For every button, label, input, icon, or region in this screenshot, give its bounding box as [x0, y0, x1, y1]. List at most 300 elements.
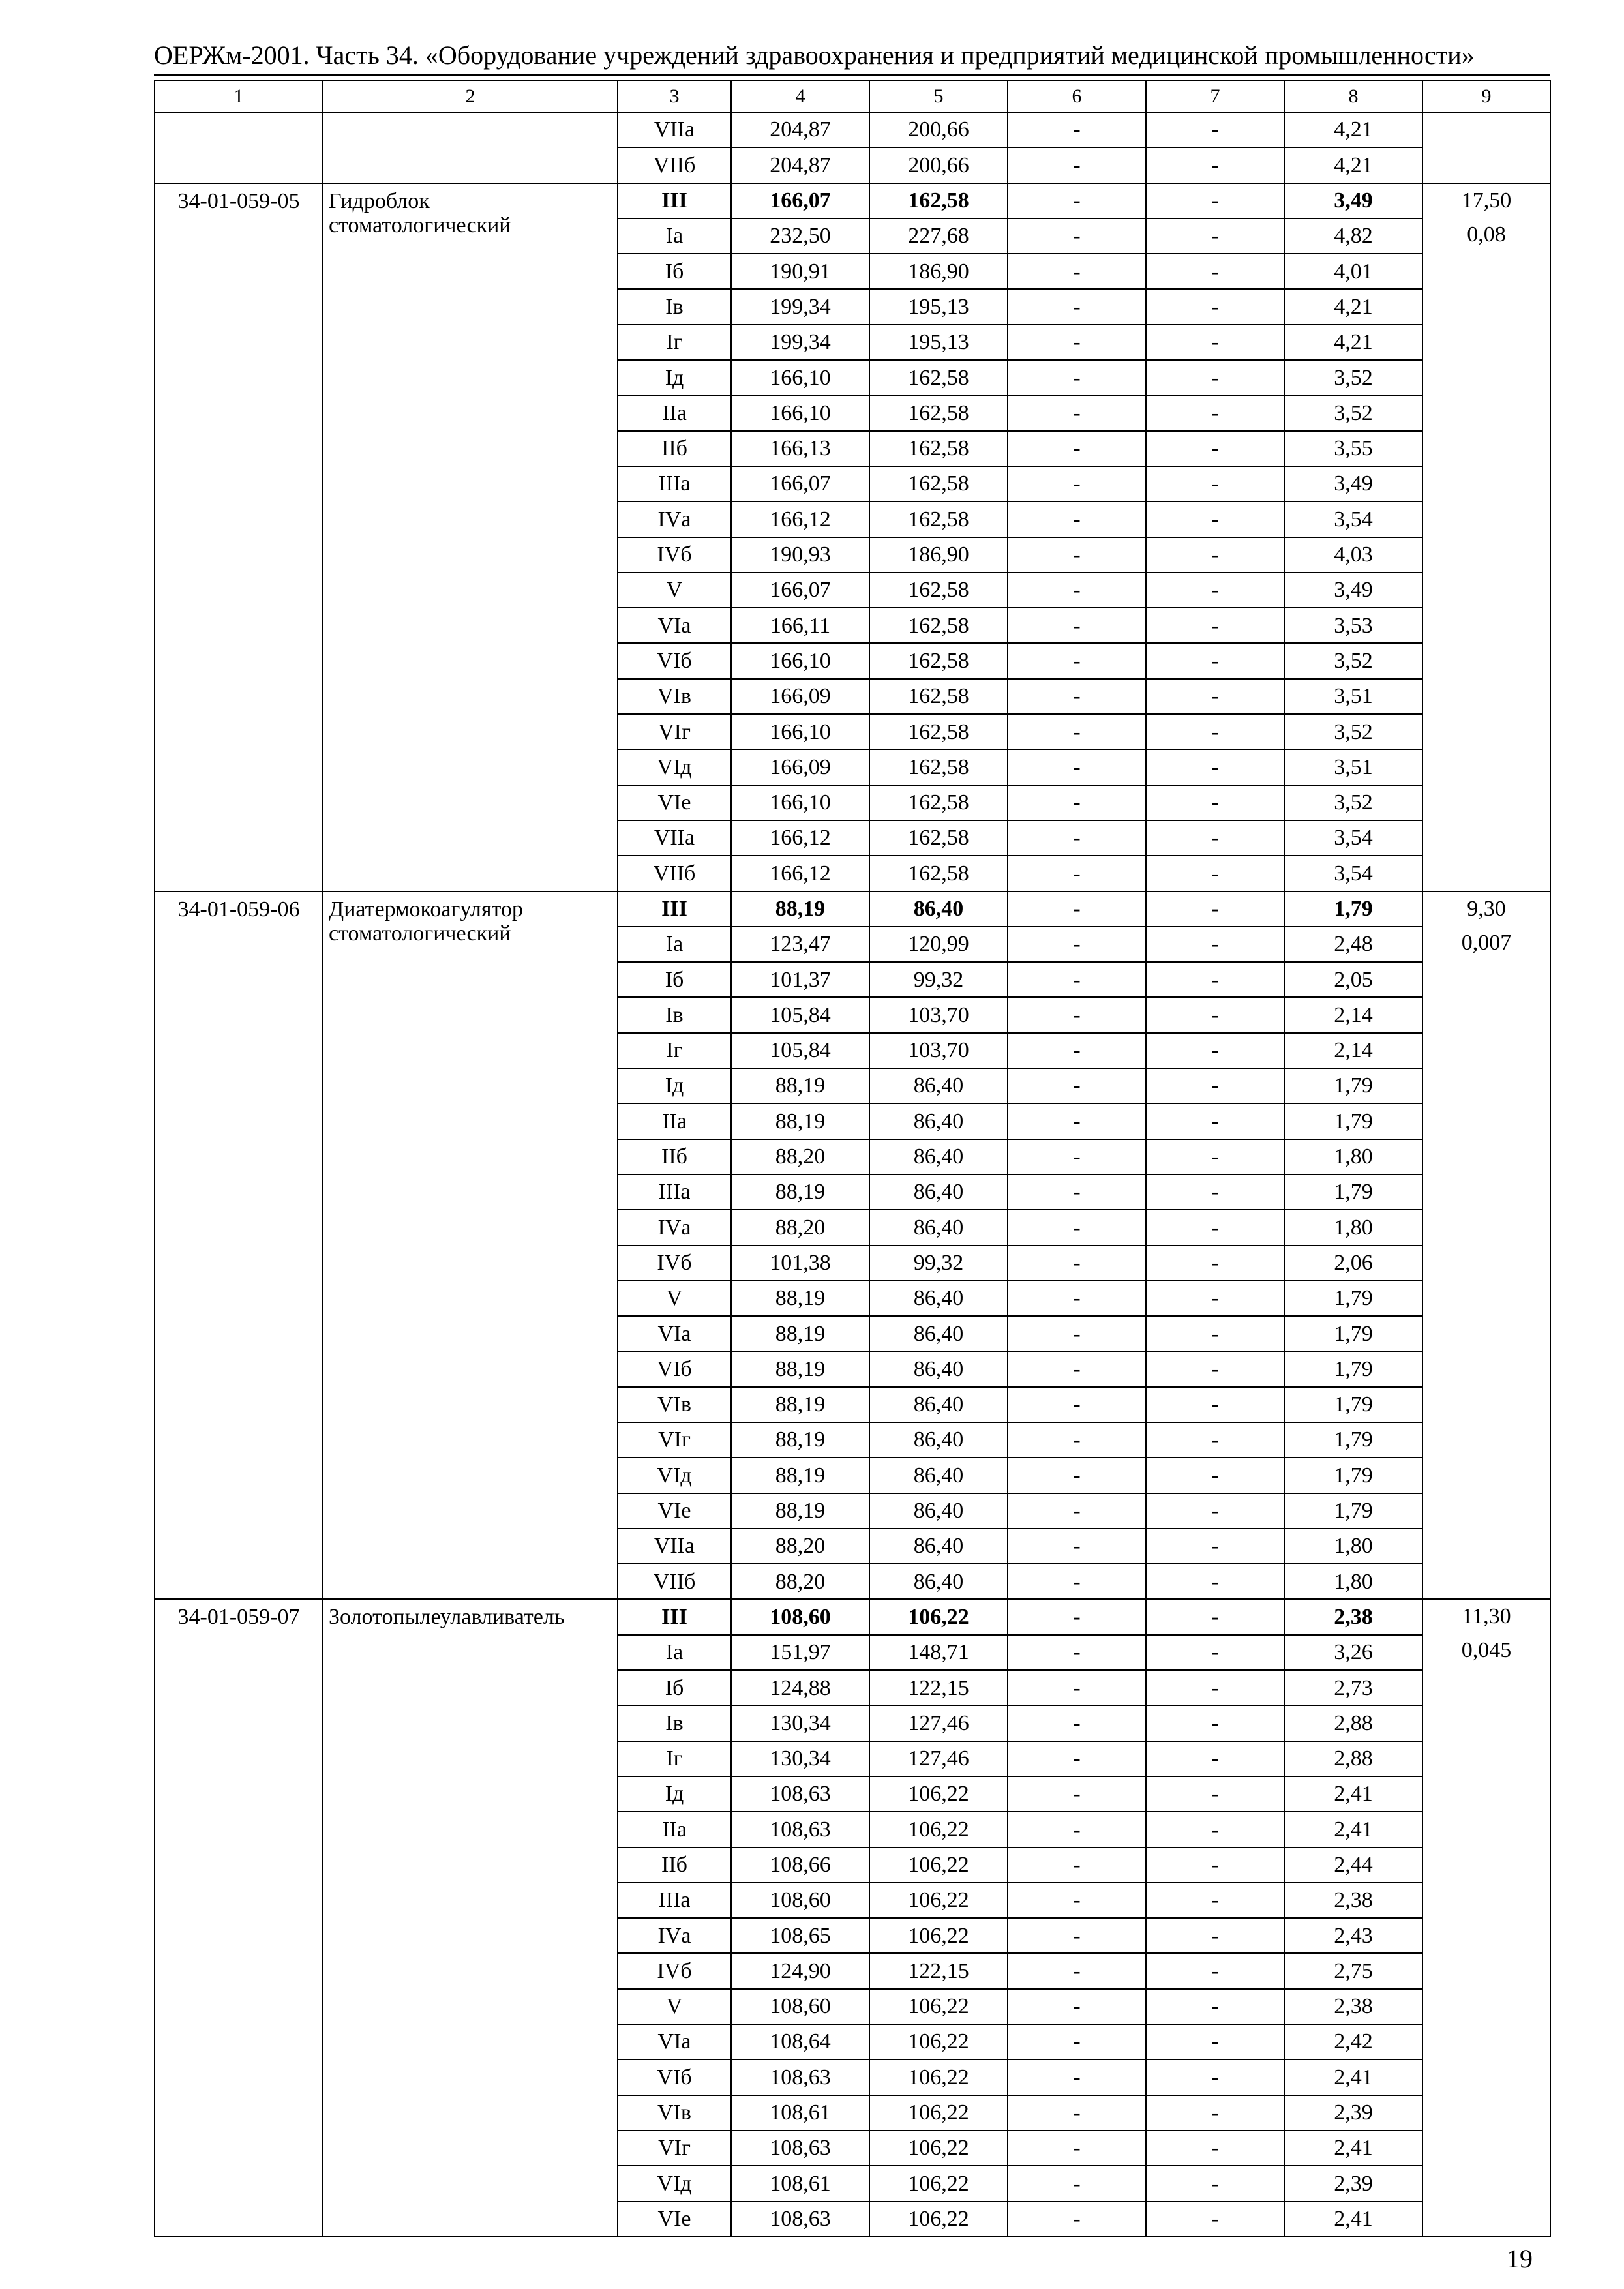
- value-cell: 106,22: [869, 2059, 1008, 2095]
- column-numbers-row: [155, 80, 1550, 112]
- value-cell: 108,63: [731, 1812, 869, 1847]
- item-name: Диатермокоагулятор стоматологический: [323, 891, 618, 1600]
- value-cell: -: [1146, 1953, 1284, 1988]
- value-cell: -: [1008, 1564, 1146, 1599]
- value-cell: 124,88: [731, 1670, 869, 1705]
- value-cell: -: [1008, 679, 1146, 714]
- value-cell: 108,63: [731, 2059, 869, 2095]
- value-cell: 4,21: [1284, 112, 1422, 147]
- value-cell: 1,79: [1284, 1458, 1422, 1493]
- value-cell: -: [1146, 1741, 1284, 1776]
- column-header: 6: [1008, 80, 1146, 112]
- value-cell: -: [1008, 1918, 1146, 1953]
- value-cell: -: [1008, 1848, 1146, 1883]
- value-cell: 162,58: [869, 183, 1008, 218]
- value-cell: -: [1146, 608, 1284, 643]
- value-cell: 86,40: [869, 1139, 1008, 1174]
- value-cell: -: [1008, 608, 1146, 643]
- zone-cell: IIа: [618, 1812, 731, 1847]
- value-cell: 2,41: [1284, 1776, 1422, 1812]
- value-cell: -: [1146, 785, 1284, 820]
- value-cell: 2,41: [1284, 2059, 1422, 2095]
- value-cell: -: [1008, 1529, 1146, 1564]
- value-cell: -: [1008, 325, 1146, 360]
- zone-cell: VIг: [618, 714, 731, 749]
- value-cell: 88,19: [731, 1422, 869, 1458]
- value-cell: 166,13: [731, 431, 869, 466]
- value-cell: 101,38: [731, 1246, 869, 1281]
- value-cell: 130,34: [731, 1741, 869, 1776]
- zone-cell: III: [618, 183, 731, 218]
- value-cell: -: [1146, 1068, 1284, 1103]
- value-cell: -: [1008, 1422, 1146, 1458]
- value-cell: -: [1146, 1174, 1284, 1210]
- value-cell: 199,34: [731, 289, 869, 324]
- value-cell: 1,79: [1284, 1103, 1422, 1139]
- value-cell: -: [1008, 997, 1146, 1032]
- value-cell: -: [1008, 1493, 1146, 1529]
- value-cell: 2,39: [1284, 2166, 1422, 2201]
- value-cell: 2,43: [1284, 1918, 1422, 1953]
- value-cell: 190,93: [731, 537, 869, 573]
- zone-cell: IVа: [618, 1210, 731, 1245]
- value-cell: 3,54: [1284, 501, 1422, 537]
- column-header: 8: [1284, 80, 1422, 112]
- value-cell: 1,80: [1284, 1139, 1422, 1174]
- zone-cell: III: [618, 1599, 731, 1634]
- value-cell: 166,09: [731, 679, 869, 714]
- zone-cell: IIIа: [618, 1174, 731, 1210]
- zone-cell: IVб: [618, 537, 731, 573]
- value-cell: 86,40: [869, 1351, 1008, 1386]
- zone-cell: VIд: [618, 2166, 731, 2201]
- value-cell: 88,19: [731, 1103, 869, 1139]
- value-cell: -: [1146, 1139, 1284, 1174]
- value-cell: 1,79: [1284, 1316, 1422, 1351]
- value-cell: -: [1008, 1705, 1146, 1741]
- value-cell: -: [1146, 112, 1284, 147]
- zone-cell: Iа: [618, 218, 731, 254]
- value-cell: -: [1146, 431, 1284, 466]
- zone-cell: Iб: [618, 254, 731, 289]
- value-cell: 162,58: [869, 431, 1008, 466]
- value-cell: 166,11: [731, 608, 869, 643]
- value-cell: -: [1146, 962, 1284, 997]
- page-header-title: ОЕРЖм-2001. Часть 34. «Оборудование учреждений здравоохранения и предприятий медицинской промышленности»: [154, 40, 1475, 70]
- zone-cell: VIд: [618, 749, 731, 785]
- value-cell: 86,40: [869, 1493, 1008, 1529]
- value-cell: -: [1008, 147, 1146, 183]
- column-header: 4: [731, 80, 869, 112]
- column-header: 7: [1146, 80, 1284, 112]
- value-cell: -: [1008, 112, 1146, 147]
- value-cell: 162,58: [869, 856, 1008, 891]
- value-cell: 2,41: [1284, 1812, 1422, 1847]
- value-cell: -: [1146, 1529, 1284, 1564]
- value-cell: -: [1008, 573, 1146, 608]
- zone-cell: IIIа: [618, 1883, 731, 1918]
- value-cell: 166,10: [731, 643, 869, 678]
- value-cell: 1,80: [1284, 1529, 1422, 1564]
- value-cell: -: [1146, 537, 1284, 573]
- value-cell: 99,32: [869, 1246, 1008, 1281]
- value-cell: 99,32: [869, 962, 1008, 997]
- value-cell: 3,52: [1284, 785, 1422, 820]
- zone-cell: Iг: [618, 325, 731, 360]
- value-cell: -: [1008, 891, 1146, 927]
- zone-cell: IVб: [618, 1953, 731, 1988]
- value-cell: -: [1008, 1458, 1146, 1493]
- value-cell: 88,19: [731, 1458, 869, 1493]
- value-cell: 106,22: [869, 2095, 1008, 2131]
- zone-cell: V: [618, 573, 731, 608]
- value-cell: 86,40: [869, 1068, 1008, 1103]
- value-cell: 88,20: [731, 1210, 869, 1245]
- value-cell: 3,55: [1284, 431, 1422, 466]
- value-cell: 108,63: [731, 2131, 869, 2166]
- zone-cell: VIг: [618, 1422, 731, 1458]
- value-cell: 227,68: [869, 218, 1008, 254]
- value-cell: -: [1008, 2095, 1146, 2131]
- header-rule: [154, 74, 1550, 76]
- col9-value: 11,30: [1462, 1604, 1511, 1629]
- value-cell: 106,22: [869, 2166, 1008, 2201]
- value-cell: 88,19: [731, 891, 869, 927]
- value-cell: -: [1008, 289, 1146, 324]
- value-cell: -: [1008, 466, 1146, 501]
- zone-cell: IVа: [618, 501, 731, 537]
- value-cell: 4,01: [1284, 254, 1422, 289]
- value-cell: 162,58: [869, 501, 1008, 537]
- value-cell: 3,54: [1284, 856, 1422, 891]
- item-code: [155, 112, 323, 183]
- zone-cell: V: [618, 1281, 731, 1316]
- zone-cell: Iд: [618, 1776, 731, 1812]
- zone-cell: Iв: [618, 1705, 731, 1741]
- value-cell: 1,79: [1284, 1493, 1422, 1529]
- value-cell: -: [1146, 2131, 1284, 2166]
- value-cell: 1,79: [1284, 1351, 1422, 1386]
- value-cell: -: [1008, 254, 1146, 289]
- value-cell: -: [1146, 2166, 1284, 2201]
- zone-cell: VIIа: [618, 820, 731, 856]
- value-cell: 88,19: [731, 1493, 869, 1529]
- value-cell: -: [1146, 1316, 1284, 1351]
- value-cell: -: [1146, 1670, 1284, 1705]
- zone-cell: IIб: [618, 1848, 731, 1883]
- item-name: Гидроблок стоматологический: [323, 183, 618, 891]
- value-cell: -: [1008, 537, 1146, 573]
- value-cell: 88,19: [731, 1281, 869, 1316]
- value-cell: -: [1146, 1033, 1284, 1068]
- value-cell: 166,07: [731, 466, 869, 501]
- value-cell: -: [1146, 254, 1284, 289]
- value-cell: -: [1008, 714, 1146, 749]
- value-cell: -: [1008, 218, 1146, 254]
- value-cell: 166,10: [731, 714, 869, 749]
- value-cell: -: [1146, 1458, 1284, 1493]
- value-cell: 88,20: [731, 1564, 869, 1599]
- zone-cell: Iг: [618, 1741, 731, 1776]
- value-cell: 103,70: [869, 1033, 1008, 1068]
- value-cell: 3,52: [1284, 360, 1422, 395]
- value-cell: 166,09: [731, 749, 869, 785]
- value-cell: 106,22: [869, 2024, 1008, 2059]
- col9-cell: [1422, 112, 1550, 183]
- item-code: 34-01-059-07: [155, 1599, 323, 2236]
- value-cell: 2,73: [1284, 1670, 1422, 1705]
- value-cell: -: [1146, 1918, 1284, 1953]
- col9-value: 9,30: [1467, 896, 1506, 921]
- value-cell: -: [1146, 891, 1284, 927]
- value-cell: -: [1008, 785, 1146, 820]
- value-cell: 108,66: [731, 1848, 869, 1883]
- zone-cell: VIIб: [618, 147, 731, 183]
- value-cell: -: [1146, 643, 1284, 678]
- value-cell: 2,42: [1284, 2024, 1422, 2059]
- value-cell: 86,40: [869, 1564, 1008, 1599]
- value-cell: 2,75: [1284, 1953, 1422, 1988]
- value-cell: -: [1008, 183, 1146, 218]
- value-cell: 105,84: [731, 997, 869, 1032]
- value-cell: 162,58: [869, 749, 1008, 785]
- table-header: [155, 80, 1550, 112]
- item-code: 34-01-059-05: [155, 183, 323, 891]
- zone-cell: Iг: [618, 1033, 731, 1068]
- value-cell: -: [1008, 501, 1146, 537]
- value-cell: -: [1008, 2131, 1146, 2166]
- value-cell: 88,20: [731, 1529, 869, 1564]
- value-cell: 108,63: [731, 1776, 869, 1812]
- value-cell: 3,51: [1284, 679, 1422, 714]
- zone-cell: VIв: [618, 679, 731, 714]
- value-cell: 86,40: [869, 1316, 1008, 1351]
- value-cell: -: [1008, 1281, 1146, 1316]
- value-cell: -: [1146, 466, 1284, 501]
- zone-cell: IVа: [618, 1918, 731, 1953]
- zone-cell: VIд: [618, 1458, 731, 1493]
- zone-cell: VIа: [618, 2024, 731, 2059]
- value-cell: 130,34: [731, 1705, 869, 1741]
- value-cell: 106,22: [869, 1848, 1008, 1883]
- col9-cell: [1422, 891, 1550, 1600]
- value-cell: 186,90: [869, 254, 1008, 289]
- value-cell: -: [1146, 1422, 1284, 1458]
- value-cell: 86,40: [869, 1103, 1008, 1139]
- zone-cell: VIб: [618, 1351, 731, 1386]
- value-cell: 108,61: [731, 2095, 869, 2131]
- col9-value: 0,045: [1461, 1638, 1512, 1663]
- zone-cell: VIб: [618, 643, 731, 678]
- value-cell: 106,22: [869, 1599, 1008, 1634]
- value-cell: 3,52: [1284, 714, 1422, 749]
- value-cell: 204,87: [731, 112, 869, 147]
- value-cell: -: [1008, 1670, 1146, 1705]
- value-cell: 162,58: [869, 395, 1008, 430]
- value-cell: 166,07: [731, 573, 869, 608]
- value-cell: 162,58: [869, 820, 1008, 856]
- value-cell: -: [1008, 2024, 1146, 2059]
- value-cell: -: [1008, 1776, 1146, 1812]
- value-cell: -: [1146, 749, 1284, 785]
- value-cell: -: [1008, 856, 1146, 891]
- column-header: 1: [155, 80, 323, 112]
- value-cell: 108,60: [731, 1989, 869, 2024]
- value-cell: 124,90: [731, 1953, 869, 1988]
- zone-cell: VIв: [618, 2095, 731, 2131]
- value-cell: 4,21: [1284, 289, 1422, 324]
- value-cell: 162,58: [869, 679, 1008, 714]
- value-cell: 86,40: [869, 1210, 1008, 1245]
- zone-cell: Iа: [618, 927, 731, 962]
- value-cell: 4,03: [1284, 537, 1422, 573]
- zone-cell: IIа: [618, 1103, 731, 1139]
- value-cell: 1,79: [1284, 891, 1422, 927]
- value-cell: 86,40: [869, 1458, 1008, 1493]
- value-cell: 200,66: [869, 112, 1008, 147]
- value-cell: 2,48: [1284, 927, 1422, 962]
- value-cell: -: [1146, 1281, 1284, 1316]
- value-cell: 127,46: [869, 1741, 1008, 1776]
- value-cell: -: [1146, 997, 1284, 1032]
- value-cell: 122,15: [869, 1953, 1008, 1988]
- value-cell: -: [1008, 927, 1146, 962]
- value-cell: 3,49: [1284, 573, 1422, 608]
- value-cell: 2,88: [1284, 1741, 1422, 1776]
- zone-cell: VIIб: [618, 1564, 731, 1599]
- zone-cell: VIIб: [618, 856, 731, 891]
- value-cell: -: [1146, 1210, 1284, 1245]
- value-cell: 2,38: [1284, 1883, 1422, 1918]
- value-cell: 127,46: [869, 1705, 1008, 1741]
- value-cell: -: [1008, 1387, 1146, 1422]
- value-cell: -: [1008, 1210, 1146, 1245]
- zone-cell: VIа: [618, 1316, 731, 1351]
- value-cell: -: [1146, 714, 1284, 749]
- value-cell: -: [1008, 360, 1146, 395]
- value-cell: 86,40: [869, 891, 1008, 927]
- value-cell: 101,37: [731, 962, 869, 997]
- value-cell: 108,65: [731, 1918, 869, 1953]
- value-cell: 3,26: [1284, 1635, 1422, 1670]
- value-cell: -: [1146, 820, 1284, 856]
- value-cell: 86,40: [869, 1387, 1008, 1422]
- value-cell: 166,07: [731, 183, 869, 218]
- zone-cell: IIб: [618, 1139, 731, 1174]
- value-cell: 106,22: [869, 2202, 1008, 2237]
- value-cell: 162,58: [869, 466, 1008, 501]
- value-cell: -: [1146, 1493, 1284, 1529]
- col9-value: 0,007: [1461, 930, 1512, 955]
- value-cell: -: [1146, 1705, 1284, 1741]
- value-cell: 166,10: [731, 360, 869, 395]
- value-cell: 151,97: [731, 1635, 869, 1670]
- value-cell: -: [1146, 183, 1284, 218]
- value-cell: 86,40: [869, 1422, 1008, 1458]
- value-cell: -: [1008, 2059, 1146, 2095]
- value-cell: 199,34: [731, 325, 869, 360]
- table-row: [155, 891, 1550, 927]
- table-row: [155, 1599, 1550, 1634]
- value-cell: -: [1008, 820, 1146, 856]
- value-cell: 1,79: [1284, 1174, 1422, 1210]
- col9-cell: [1422, 1599, 1550, 2236]
- value-cell: -: [1146, 1989, 1284, 2024]
- value-cell: 2,39: [1284, 2095, 1422, 2131]
- value-cell: 88,20: [731, 1139, 869, 1174]
- value-cell: -: [1146, 325, 1284, 360]
- value-cell: -: [1008, 2166, 1146, 2201]
- value-cell: 190,91: [731, 254, 869, 289]
- value-cell: 106,22: [869, 2131, 1008, 2166]
- value-cell: 103,70: [869, 997, 1008, 1032]
- value-cell: -: [1008, 1174, 1146, 1210]
- table-body: [155, 112, 1550, 2237]
- value-cell: 4,21: [1284, 147, 1422, 183]
- value-cell: -: [1008, 749, 1146, 785]
- value-cell: -: [1146, 147, 1284, 183]
- zone-cell: VIг: [618, 2131, 731, 2166]
- value-cell: -: [1008, 1741, 1146, 1776]
- col9-value: 0,08: [1467, 222, 1506, 247]
- value-cell: 3,49: [1284, 183, 1422, 218]
- value-cell: -: [1008, 1599, 1146, 1634]
- value-cell: 166,10: [731, 395, 869, 430]
- value-cell: 88,19: [731, 1068, 869, 1103]
- column-header: 9: [1422, 80, 1550, 112]
- value-cell: 88,19: [731, 1387, 869, 1422]
- value-cell: 166,12: [731, 820, 869, 856]
- value-cell: 2,06: [1284, 1246, 1422, 1281]
- zone-cell: VIа: [618, 608, 731, 643]
- value-cell: 1,79: [1284, 1422, 1422, 1458]
- value-cell: 2,38: [1284, 1599, 1422, 1634]
- value-cell: -: [1146, 1564, 1284, 1599]
- value-cell: 1,79: [1284, 1281, 1422, 1316]
- page-number: 19: [1507, 2244, 1533, 2273]
- column-header: 2: [323, 80, 618, 112]
- value-cell: 2,05: [1284, 962, 1422, 997]
- zone-cell: VIе: [618, 1493, 731, 1529]
- value-cell: 106,22: [869, 1812, 1008, 1847]
- value-cell: -: [1008, 962, 1146, 997]
- value-cell: 106,22: [869, 1776, 1008, 1812]
- value-cell: 122,15: [869, 1670, 1008, 1705]
- value-cell: 162,58: [869, 360, 1008, 395]
- value-cell: -: [1146, 573, 1284, 608]
- value-cell: -: [1146, 218, 1284, 254]
- value-cell: 108,61: [731, 2166, 869, 2201]
- table-row: [155, 183, 1550, 218]
- value-cell: 166,12: [731, 856, 869, 891]
- value-cell: 105,84: [731, 1033, 869, 1068]
- value-cell: 4,82: [1284, 218, 1422, 254]
- zone-cell: VIIа: [618, 112, 731, 147]
- value-cell: 148,71: [869, 1635, 1008, 1670]
- value-cell: -: [1146, 1635, 1284, 1670]
- value-cell: 1,80: [1284, 1564, 1422, 1599]
- value-cell: -: [1008, 643, 1146, 678]
- zone-cell: Iб: [618, 1670, 731, 1705]
- value-cell: -: [1146, 395, 1284, 430]
- value-cell: -: [1008, 2202, 1146, 2237]
- zone-cell: IIIа: [618, 466, 731, 501]
- value-cell: 106,22: [869, 1918, 1008, 1953]
- column-header: 3: [618, 80, 731, 112]
- value-cell: -: [1146, 289, 1284, 324]
- zone-cell: Iа: [618, 1635, 731, 1670]
- item-name: [323, 112, 618, 183]
